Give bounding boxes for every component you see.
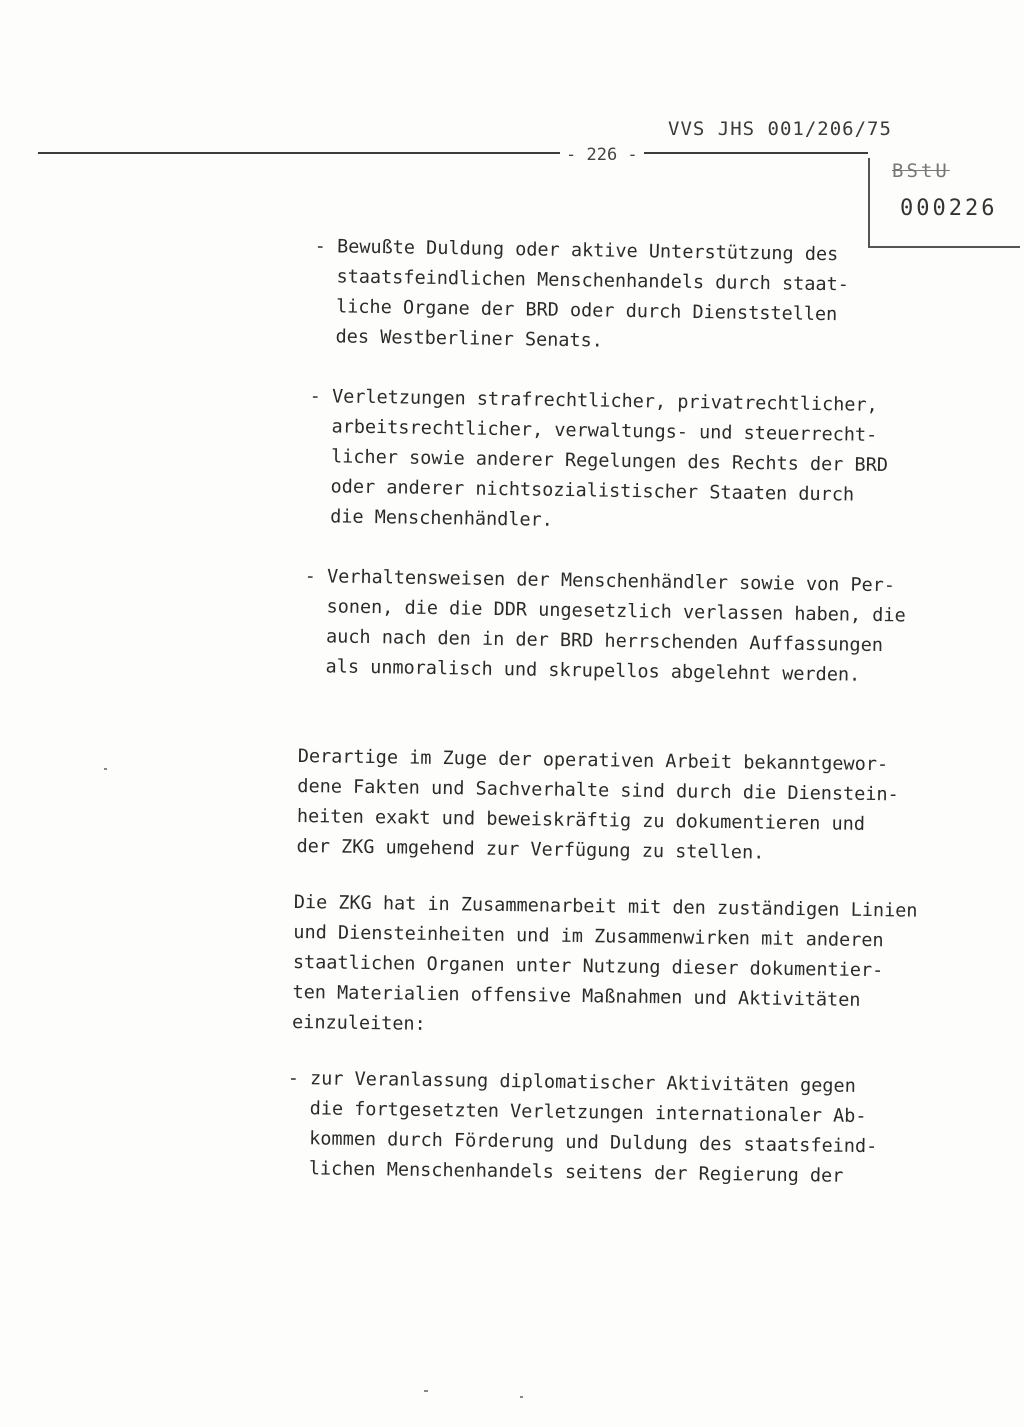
text-line: dene Fakten und Sachverhalte sind durch die Dienstein- [297, 775, 899, 806]
text-line: die fortgesetzten Verletzungen internationaler Ab- [287, 1097, 867, 1128]
page-number: - 226 - [560, 145, 644, 165]
text-line: sonen, die die DDR ungesetzlich verlassen haben, die [304, 595, 906, 627]
text-line: einzuleiten: [291, 1011, 426, 1035]
scan-speck [104, 768, 107, 770]
stamp-number: 000226 [900, 196, 998, 221]
stamp-label: BStU [892, 160, 950, 182]
text-line: des Westberliner Senats. [313, 325, 604, 352]
document-reference: VVS JHS 001/206/75 [668, 118, 892, 140]
scan-speck [424, 1390, 428, 1392]
paragraph-1 [296, 742, 899, 870]
text-line: der ZKG umgehend zur Verfügung zu stellen. [296, 835, 765, 864]
text-line: staatlichen Organen unter Nutzung dieser dokumentier- [292, 951, 884, 982]
text-line: licher sowie anderer Regelungen des Rechts der BRD [308, 445, 889, 477]
header-rule [38, 152, 868, 154]
text-line: Die ZKG hat in Zusammenarbeit mit den zuständigen Linien [293, 891, 918, 922]
paragraph-2 [292, 888, 918, 1047]
bullet-2 [308, 382, 889, 541]
text-line: - Verhaltensweisen der Menschenhändler sowie von Per- [304, 565, 896, 597]
text-line: liche Organe der BRD oder durch Dienststellen [313, 295, 838, 326]
scan-speck [520, 1396, 523, 1398]
text-line: - Verletzungen strafrechtlicher, privatrechtlicher, [309, 385, 878, 416]
bullet-1 [313, 232, 849, 360]
text-line: kommen durch Förderung und Duldung des staatsfeind- [286, 1127, 878, 1158]
text-line: oder anderer nichtsozialistischer Staaten durch [308, 475, 855, 506]
text-line: lichen Menschenhandels seitens der Regierung der [286, 1157, 844, 1187]
text-line: - zur Veranlassung diplomatischer Aktivitäten gegen [287, 1067, 856, 1097]
text-line: staatsfeindlichen Menschenhandels durch staat- [314, 265, 850, 296]
text-line: - Bewußte Duldung oder aktive Unterstützung des [314, 235, 839, 266]
text-line: heiten exakt und beweiskräftig zu dokumentieren und [296, 805, 866, 835]
text-line: und Diensteinheiten und im Zusammenwirken mit anderen [293, 921, 884, 952]
text-line: arbeitsrechtlicher, verwaltungs- und steuerrecht- [309, 415, 878, 446]
text-line: als unmoralisch und skrupellos abgelehnt werden. [303, 655, 861, 686]
text-line: ten Materialien offensive Maßnahmen und Aktivitäten [292, 981, 861, 1011]
bullet-4 [286, 1064, 878, 1192]
text-line: auch nach den in der BRD herrschenden Auffassungen [303, 625, 884, 657]
text-line: Derartige im Zuge der operativen Arbeit bekanntgewor- [297, 745, 889, 776]
bullet-3 [303, 562, 906, 691]
text-line: die Menschenhändler. [307, 505, 554, 531]
